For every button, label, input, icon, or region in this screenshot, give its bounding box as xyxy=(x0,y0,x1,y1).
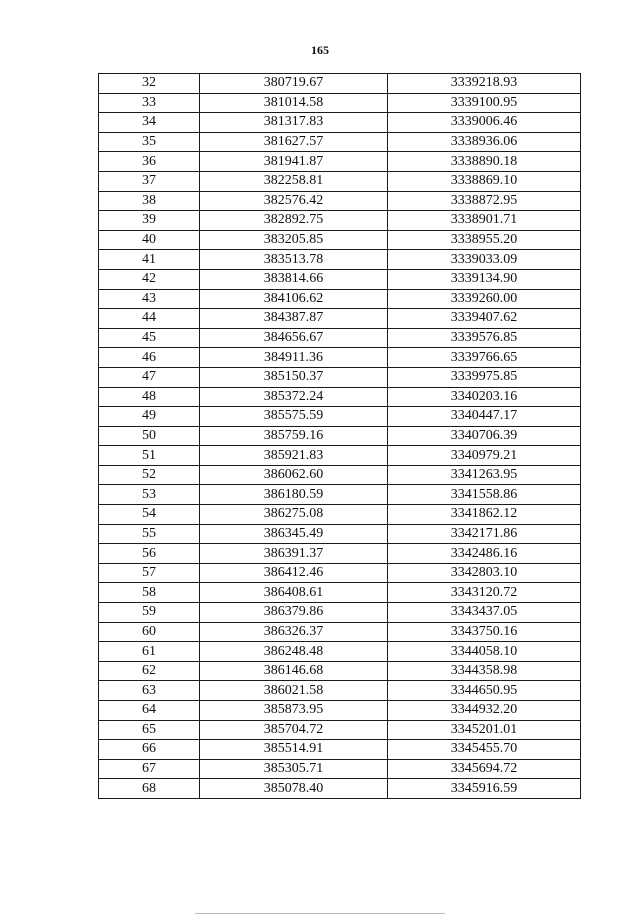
point-number-cell: 35 xyxy=(99,132,200,152)
point-number-cell: 56 xyxy=(99,544,200,564)
y-coordinate-cell: 3340706.39 xyxy=(388,426,581,446)
y-coordinate-cell: 3339975.85 xyxy=(388,367,581,387)
coordinate-table xyxy=(98,73,581,799)
page-number: 165 xyxy=(311,43,329,57)
y-coordinate-cell: 3339033.09 xyxy=(388,250,581,270)
y-coordinate-cell: 3339407.62 xyxy=(388,309,581,329)
table-row xyxy=(99,465,581,485)
point-number-cell: 44 xyxy=(99,309,200,329)
x-coordinate-cell: 385759.16 xyxy=(200,426,388,446)
y-coordinate-cell: 3339006.46 xyxy=(388,113,581,133)
point-number-cell: 65 xyxy=(99,720,200,740)
point-number-cell: 40 xyxy=(99,230,200,250)
x-coordinate-cell: 385921.83 xyxy=(200,446,388,466)
y-coordinate-cell: 3341862.12 xyxy=(388,505,581,525)
table-row xyxy=(99,563,581,583)
table-row xyxy=(99,544,581,564)
y-coordinate-cell: 3341558.86 xyxy=(388,485,581,505)
x-coordinate-cell: 386379.86 xyxy=(200,603,388,623)
y-coordinate-cell: 3344058.10 xyxy=(388,642,581,662)
y-coordinate-cell: 3338955.20 xyxy=(388,230,581,250)
y-coordinate-cell: 3339134.90 xyxy=(388,269,581,289)
table-row xyxy=(99,407,581,427)
table-body xyxy=(99,74,581,799)
table-row xyxy=(99,211,581,231)
point-number-cell: 60 xyxy=(99,622,200,642)
y-coordinate-cell: 3340447.17 xyxy=(388,407,581,427)
point-number-cell: 67 xyxy=(99,759,200,779)
table-row xyxy=(99,348,581,368)
x-coordinate-cell: 383205.85 xyxy=(200,230,388,250)
point-number-cell: 61 xyxy=(99,642,200,662)
x-coordinate-cell: 381627.57 xyxy=(200,132,388,152)
point-number-cell: 46 xyxy=(99,348,200,368)
point-number-cell: 51 xyxy=(99,446,200,466)
x-coordinate-cell: 386062.60 xyxy=(200,465,388,485)
table-row xyxy=(99,328,581,348)
point-number-cell: 62 xyxy=(99,661,200,681)
point-number-cell: 63 xyxy=(99,681,200,701)
table-row xyxy=(99,661,581,681)
table-row xyxy=(99,113,581,133)
point-number-cell: 41 xyxy=(99,250,200,270)
table-row xyxy=(99,269,581,289)
table-row xyxy=(99,759,581,779)
y-coordinate-cell: 3344932.20 xyxy=(388,701,581,721)
point-number-cell: 64 xyxy=(99,701,200,721)
y-coordinate-cell: 3338901.71 xyxy=(388,211,581,231)
table-row xyxy=(99,701,581,721)
y-coordinate-cell: 3345916.59 xyxy=(388,779,581,799)
x-coordinate-cell: 386391.37 xyxy=(200,544,388,564)
y-coordinate-cell: 3340203.16 xyxy=(388,387,581,407)
x-coordinate-cell: 386408.61 xyxy=(200,583,388,603)
x-coordinate-cell: 381014.58 xyxy=(200,93,388,113)
point-number-cell: 68 xyxy=(99,779,200,799)
x-coordinate-cell: 382258.81 xyxy=(200,171,388,191)
y-coordinate-cell: 3342486.16 xyxy=(388,544,581,564)
point-number-cell: 57 xyxy=(99,563,200,583)
y-coordinate-cell: 3342171.86 xyxy=(388,524,581,544)
x-coordinate-cell: 386275.08 xyxy=(200,505,388,525)
x-coordinate-cell: 385575.59 xyxy=(200,407,388,427)
table-row xyxy=(99,132,581,152)
point-number-cell: 32 xyxy=(99,74,200,94)
table-row xyxy=(99,152,581,172)
point-number-cell: 39 xyxy=(99,211,200,231)
y-coordinate-cell: 3343437.05 xyxy=(388,603,581,623)
point-number-cell: 33 xyxy=(99,93,200,113)
point-number-cell: 52 xyxy=(99,465,200,485)
x-coordinate-cell: 384106.62 xyxy=(200,289,388,309)
table-row xyxy=(99,583,581,603)
y-coordinate-cell: 3343120.72 xyxy=(388,583,581,603)
x-coordinate-cell: 386326.37 xyxy=(200,622,388,642)
x-coordinate-cell: 382576.42 xyxy=(200,191,388,211)
table-row xyxy=(99,191,581,211)
bottom-rule xyxy=(195,913,445,914)
x-coordinate-cell: 386345.49 xyxy=(200,524,388,544)
point-number-cell: 58 xyxy=(99,583,200,603)
table-row xyxy=(99,740,581,760)
x-coordinate-cell: 382892.75 xyxy=(200,211,388,231)
x-coordinate-cell: 384911.36 xyxy=(200,348,388,368)
x-coordinate-cell: 385704.72 xyxy=(200,720,388,740)
y-coordinate-cell: 3339100.95 xyxy=(388,93,581,113)
y-coordinate-cell: 3341263.95 xyxy=(388,465,581,485)
y-coordinate-cell: 3345455.70 xyxy=(388,740,581,760)
table-row xyxy=(99,309,581,329)
table-row xyxy=(99,524,581,544)
x-coordinate-cell: 384656.67 xyxy=(200,328,388,348)
y-coordinate-cell: 3342803.10 xyxy=(388,563,581,583)
x-coordinate-cell: 385372.24 xyxy=(200,387,388,407)
point-number-cell: 59 xyxy=(99,603,200,623)
y-coordinate-cell: 3344358.98 xyxy=(388,661,581,681)
y-coordinate-cell: 3345694.72 xyxy=(388,759,581,779)
x-coordinate-cell: 385873.95 xyxy=(200,701,388,721)
y-coordinate-cell: 3338890.18 xyxy=(388,152,581,172)
table-row xyxy=(99,485,581,505)
table-row xyxy=(99,367,581,387)
y-coordinate-cell: 3344650.95 xyxy=(388,681,581,701)
point-number-cell: 54 xyxy=(99,505,200,525)
table-row xyxy=(99,74,581,94)
x-coordinate-cell: 385514.91 xyxy=(200,740,388,760)
table-row xyxy=(99,603,581,623)
point-number-cell: 36 xyxy=(99,152,200,172)
x-coordinate-cell: 385150.37 xyxy=(200,367,388,387)
point-number-cell: 42 xyxy=(99,269,200,289)
y-coordinate-cell: 3339766.65 xyxy=(388,348,581,368)
point-number-cell: 55 xyxy=(99,524,200,544)
table-row xyxy=(99,505,581,525)
point-number-cell: 50 xyxy=(99,426,200,446)
x-coordinate-cell: 386412.46 xyxy=(200,563,388,583)
x-coordinate-cell: 386248.48 xyxy=(200,642,388,662)
y-coordinate-cell: 3339218.93 xyxy=(388,74,581,94)
table-row xyxy=(99,642,581,662)
x-coordinate-cell: 383513.78 xyxy=(200,250,388,270)
table-row xyxy=(99,93,581,113)
y-coordinate-cell: 3345201.01 xyxy=(388,720,581,740)
table-row xyxy=(99,681,581,701)
table-row xyxy=(99,171,581,191)
table-row xyxy=(99,387,581,407)
table-row xyxy=(99,779,581,799)
table-row xyxy=(99,230,581,250)
y-coordinate-cell: 3339260.00 xyxy=(388,289,581,309)
x-coordinate-cell: 384387.87 xyxy=(200,309,388,329)
x-coordinate-cell: 381941.87 xyxy=(200,152,388,172)
table-row xyxy=(99,720,581,740)
point-number-cell: 45 xyxy=(99,328,200,348)
table-row xyxy=(99,426,581,446)
y-coordinate-cell: 3338869.10 xyxy=(388,171,581,191)
point-number-cell: 34 xyxy=(99,113,200,133)
x-coordinate-cell: 385078.40 xyxy=(200,779,388,799)
y-coordinate-cell: 3340979.21 xyxy=(388,446,581,466)
x-coordinate-cell: 385305.71 xyxy=(200,759,388,779)
x-coordinate-cell: 381317.83 xyxy=(200,113,388,133)
x-coordinate-cell: 380719.67 xyxy=(200,74,388,94)
point-number-cell: 37 xyxy=(99,171,200,191)
x-coordinate-cell: 386146.68 xyxy=(200,661,388,681)
x-coordinate-cell: 383814.66 xyxy=(200,269,388,289)
table-row xyxy=(99,446,581,466)
point-number-cell: 66 xyxy=(99,740,200,760)
y-coordinate-cell: 3338872.95 xyxy=(388,191,581,211)
point-number-cell: 48 xyxy=(99,387,200,407)
table-row xyxy=(99,622,581,642)
y-coordinate-cell: 3338936.06 xyxy=(388,132,581,152)
table-row xyxy=(99,250,581,270)
point-number-cell: 53 xyxy=(99,485,200,505)
point-number-cell: 47 xyxy=(99,367,200,387)
table-row xyxy=(99,289,581,309)
point-number-cell: 43 xyxy=(99,289,200,309)
y-coordinate-cell: 3343750.16 xyxy=(388,622,581,642)
point-number-cell: 38 xyxy=(99,191,200,211)
x-coordinate-cell: 386021.58 xyxy=(200,681,388,701)
point-number-cell: 49 xyxy=(99,407,200,427)
y-coordinate-cell: 3339576.85 xyxy=(388,328,581,348)
x-coordinate-cell: 386180.59 xyxy=(200,485,388,505)
